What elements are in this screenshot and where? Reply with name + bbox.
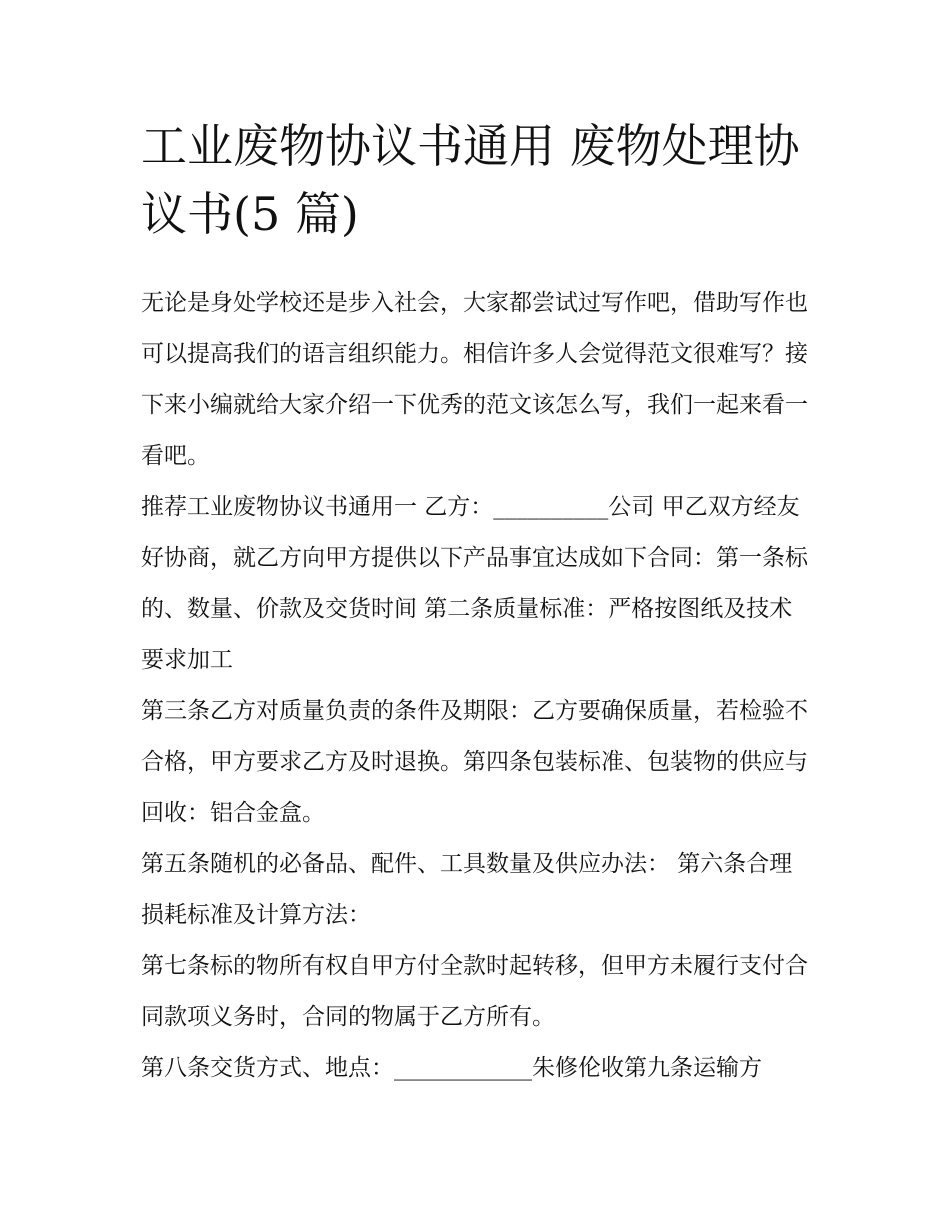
agreement-paragraph-1: 推荐工业废物协议书通用一 乙方：__________公司 甲乙双方经友好协商，就乙方向甲方提供以下产品事宜达成如下合同：第一条标的、数量、价款及交货时间 第二条质量标准：严格按图纸及技术要求加工 bbox=[141, 494, 808, 673]
agreement-paragraph-2: 第三条乙方对质量负责的条件及期限：乙方要确保质量，若检验不合格，甲方要求乙方及时退换。第四条包装标准、包装物的供应与回收：铝合金盒。 bbox=[141, 698, 808, 826]
agreement-paragraph-5: 第八条交货方式、地点：____________朱修伦收第九条运输方 bbox=[141, 1055, 762, 1081]
agreement-paragraph-4: 第七条标的物所有权自甲方付全款时起转移，但甲方未履行支付合同款项义务时，合同的物属于乙方所有。 bbox=[141, 953, 808, 1030]
agreement-paragraph-3: 第五条随机的必备品、配件、工具数量及供应办法： 第六条合理损耗标准及计算方法： bbox=[141, 851, 793, 928]
intro-paragraph: 无论是身处学校还是步入社会，大家都尝试过写作吧，借助写作也可以提高我们的语言组织能力。相信许多人会觉得范文很难写？接下来小编就给大家介绍一下优秀的范文该怎么写，我们一起来看一看吧。 bbox=[141, 290, 808, 469]
document-title: 工业废物协议书通用 废物处理协议书(5 篇) bbox=[141, 119, 800, 241]
document-body bbox=[141, 278, 813, 1094]
document-content bbox=[141, 112, 813, 1094]
